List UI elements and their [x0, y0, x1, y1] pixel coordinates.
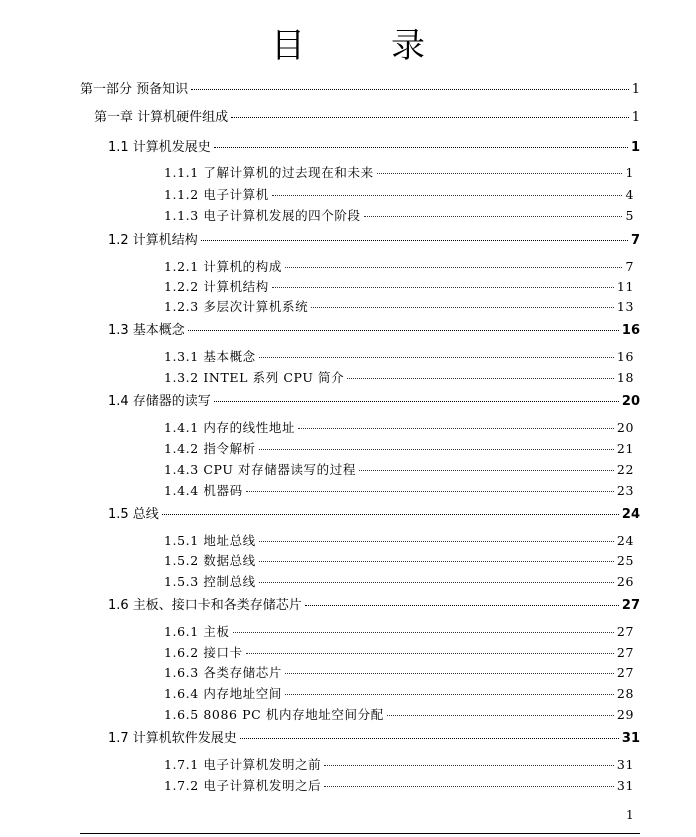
toc-entry-label: 1.6 主板、接口卡和各类存储芯片 [108, 598, 302, 613]
toc-entry-page: 27 [621, 598, 640, 613]
toc-entry-label: 1.6.1 主板 [164, 624, 230, 639]
toc-entry-page: 1 [631, 110, 640, 125]
toc-entry-label: 1.2.1 计算机的构成 [164, 259, 282, 274]
toc-entry-label: 1.5.2 数据总线 [164, 553, 256, 568]
toc-entry-label: 1.6.4 内存地址空间 [164, 686, 282, 701]
toc-entry [108, 594, 640, 613]
toc-entry [164, 551, 634, 569]
toc-entry-page: 26 [616, 574, 634, 589]
toc-entry-label: 1.3.2 INTEL 系列 CPU 简介 [164, 370, 345, 385]
page-title [0, 18, 696, 67]
toc-entry-page: 16 [616, 349, 634, 364]
dot-leader [285, 266, 622, 268]
toc-entry [108, 727, 640, 746]
toc-entry [164, 297, 634, 315]
toc-entry [108, 319, 640, 338]
toc-entry-label: 1.7.1 电子计算机发明之前 [164, 757, 322, 772]
dot-leader [246, 652, 614, 654]
toc-entry [164, 257, 634, 275]
toc-entry [164, 481, 634, 499]
toc-entry-page: 29 [616, 707, 634, 722]
toc-entry-page: 11 [616, 279, 634, 294]
toc-entry-label: 1.4.2 指令解析 [164, 441, 256, 456]
toc-entry [164, 347, 634, 365]
dot-leader [347, 377, 614, 379]
toc-entry-label: 1.2.3 多层次计算机系统 [164, 299, 309, 314]
toc-entry-label: 1.1 计算机发展史 [108, 140, 211, 155]
toc-entry [164, 776, 634, 794]
toc-entry [164, 663, 634, 681]
toc-entry-label: 1.5.3 控制总线 [164, 574, 256, 589]
toc-entry-page: 24 [621, 507, 640, 522]
toc-entry-page: 13 [616, 299, 634, 314]
toc-entry [164, 755, 634, 773]
dot-leader [214, 400, 619, 402]
toc-entry-page: 4 [625, 187, 634, 202]
toc-entry-page: 31 [616, 757, 634, 772]
toc-entry-label: 1.4 存储器的读写 [108, 394, 211, 409]
toc-entry-label: 1.3 基本概念 [108, 323, 185, 338]
toc-entry [164, 572, 634, 590]
toc-entry [164, 684, 634, 702]
toc-entry-page: 20 [616, 420, 634, 435]
toc-entry-page: 28 [616, 686, 634, 701]
toc-entry [164, 643, 634, 661]
toc-entry-label: 1.6.5 8086 PC 机内存地址空间分配 [164, 707, 384, 722]
dot-leader [214, 146, 628, 148]
dot-leader [233, 631, 614, 633]
dot-leader [311, 306, 614, 308]
toc-entry [108, 136, 640, 155]
toc-entry-label: 1.1.1 了解计算机的过去现在和未来 [164, 165, 374, 180]
toc-entry [108, 390, 640, 409]
dot-leader [259, 581, 614, 583]
toc-entry-label: 1.1.3 电子计算机发展的四个阶段 [164, 208, 361, 223]
dot-leader [201, 239, 628, 241]
dot-leader [259, 540, 614, 542]
dot-leader [259, 448, 614, 450]
toc-entry [164, 439, 634, 457]
toc-entry [164, 460, 634, 478]
dot-leader [246, 490, 614, 492]
footer-rule [80, 833, 640, 834]
toc-entry-page: 1 [630, 140, 640, 155]
toc-entry-label: 1.4.1 内存的线性地址 [164, 420, 296, 435]
dot-leader [387, 714, 614, 716]
toc-entry [80, 78, 640, 97]
toc-entry-label: 1.7.2 电子计算机发明之后 [164, 778, 322, 793]
toc-entry [108, 503, 640, 522]
toc-entry-page: 5 [625, 208, 634, 223]
toc-entry-label: 1.4.4 机器码 [164, 483, 243, 498]
toc-entry [164, 705, 634, 723]
dot-leader [272, 286, 614, 288]
toc-entry-label: 第一章 计算机硬件组成 [94, 110, 229, 125]
toc-entry-page: 21 [616, 441, 634, 456]
dot-leader [259, 356, 614, 358]
toc-entry-page: 7 [630, 233, 640, 248]
dot-leader [298, 427, 614, 429]
title-char-2: 录 [391, 26, 425, 66]
dot-leader [272, 194, 623, 196]
toc-entry [94, 106, 640, 125]
toc-entry [164, 163, 634, 181]
toc-entry-page: 1 [625, 165, 634, 180]
toc-entry [164, 185, 634, 203]
toc-entry-label: 1.3.1 基本概念 [164, 349, 256, 364]
toc-entry-label: 1.6.2 接口卡 [164, 645, 243, 660]
toc-entry-label: 1.1.2 电子计算机 [164, 187, 269, 202]
toc-entry [164, 368, 634, 386]
toc-entry [164, 418, 634, 436]
toc-entry-label: 1.7 计算机软件发展史 [108, 731, 237, 746]
dot-leader [364, 215, 623, 217]
toc-entry [108, 229, 640, 248]
toc-entry-page: 31 [616, 778, 634, 793]
toc-entry-page: 27 [616, 645, 634, 660]
toc-entry [164, 206, 634, 224]
toc-entry [164, 277, 634, 295]
dot-leader [359, 469, 614, 471]
dot-leader [305, 604, 619, 606]
toc-entry-page: 31 [621, 731, 640, 746]
toc-entry-page: 27 [616, 624, 634, 639]
toc-entry-label: 第一部分 预备知识 [80, 82, 189, 97]
dot-leader [231, 116, 629, 118]
toc-entry-label: 1.2 计算机结构 [108, 233, 198, 248]
toc-entry-page: 23 [616, 483, 634, 498]
toc-entry-label: 1.5 总线 [108, 507, 159, 522]
toc-entry-page: 7 [625, 259, 634, 274]
toc-entry-label: 1.5.1 地址总线 [164, 533, 256, 548]
toc-entry-page: 24 [616, 533, 634, 548]
dot-leader [285, 693, 614, 695]
toc-entry [164, 622, 634, 640]
toc-entry-label: 1.2.2 计算机结构 [164, 279, 269, 294]
toc-entry-label: 1.4.3 CPU 对存储器读写的过程 [164, 462, 356, 477]
toc-entry-page: 16 [621, 323, 640, 338]
dot-leader [324, 764, 614, 766]
toc-entry-page: 25 [616, 553, 634, 568]
dot-leader [240, 737, 619, 739]
dot-leader [188, 329, 619, 331]
toc-entry-page: 20 [621, 394, 640, 409]
toc-entry [164, 531, 634, 549]
dot-leader [285, 672, 614, 674]
dot-leader [191, 88, 629, 90]
dot-leader [377, 172, 623, 174]
toc-entry-label: 1.6.3 各类存储芯片 [164, 665, 282, 680]
toc-entry-page: 27 [616, 665, 634, 680]
toc-entry-page: 1 [631, 82, 640, 97]
dot-leader [162, 513, 619, 515]
title-char-1: 目 [271, 26, 305, 66]
dot-leader [324, 785, 614, 787]
dot-leader [259, 560, 614, 562]
toc-entry-page: 22 [616, 462, 634, 477]
page-number: 1 [626, 808, 634, 822]
toc-entry-page: 18 [616, 370, 634, 385]
